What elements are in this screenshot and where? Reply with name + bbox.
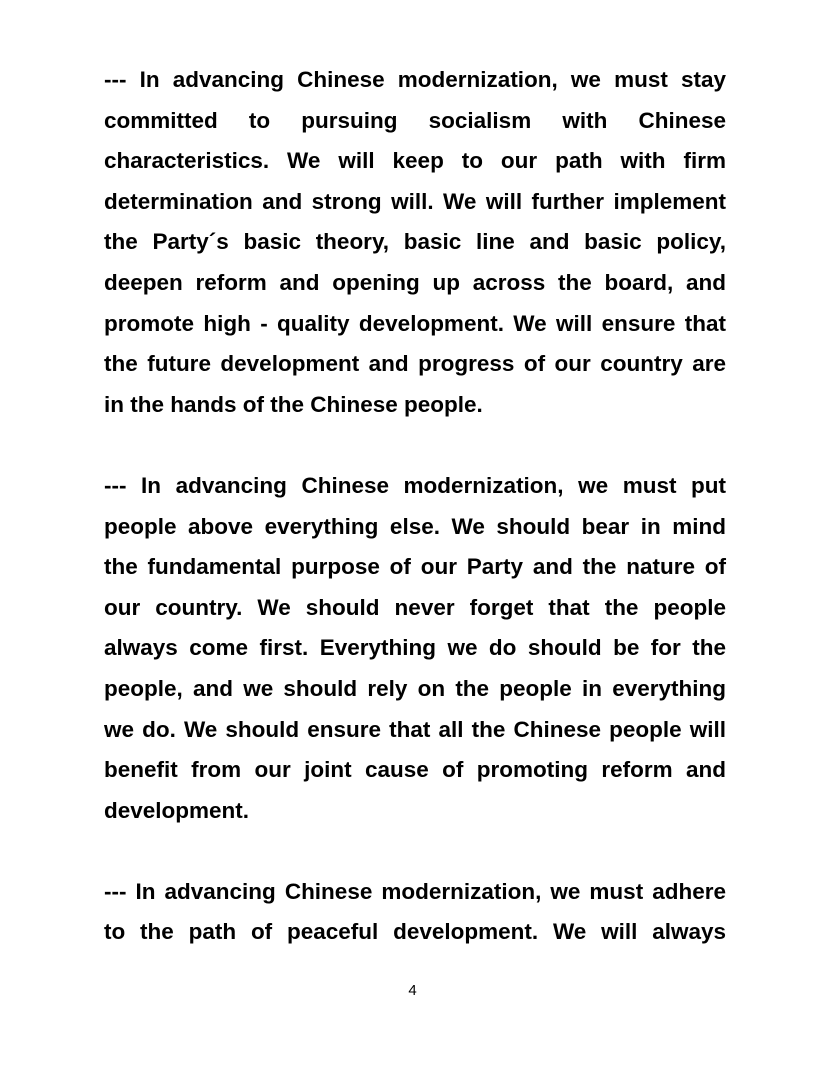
- text-line: committed to pursuing socialism with Chinese: [104, 107, 726, 133]
- text-line: --- In advancing Chinese modernization, we must adhere: [104, 878, 726, 904]
- text-line: deepen reform and opening up across the board, and: [104, 269, 726, 295]
- text-line: in the hands of the Chinese people.: [104, 391, 483, 417]
- text-line: always come first. Everything we do should be for the: [104, 635, 726, 661]
- text-line: development.: [104, 797, 250, 823]
- text-line: people above everything else. We should bear in mind: [104, 513, 726, 539]
- text-line: we do. We should ensure that all the Chinese people will: [104, 716, 726, 742]
- paragraph-3: [104, 872, 726, 953]
- text-line: to the path of peaceful development. We will always: [104, 919, 726, 945]
- text-line: the future development and progress of our country are: [104, 351, 726, 377]
- text-line: benefit from our joint cause of promoting reform and: [104, 757, 726, 783]
- text-line: the Party´s basic theory, basic line and basic policy,: [104, 229, 726, 255]
- text-line: --- In advancing Chinese modernization, we must stay: [104, 67, 726, 92]
- paragraph-2: [104, 466, 726, 831]
- page-number: 4: [408, 982, 417, 999]
- text-line: the fundamental purpose of our Party and the nature of: [104, 554, 726, 580]
- document-body: [104, 60, 726, 953]
- paragraph-1: [104, 60, 726, 425]
- text-line: our country. We should never forget that the people: [104, 594, 726, 620]
- text-line: --- In advancing Chinese modernization, we must put: [104, 472, 726, 498]
- text-line: characteristics. We will keep to our path with firm: [104, 148, 726, 174]
- text-line: people, and we should rely on the people in everything: [104, 675, 726, 701]
- text-line: determination and strong will. We will further implement: [104, 188, 726, 214]
- text-line: promote high - quality development. We will ensure that: [104, 310, 726, 336]
